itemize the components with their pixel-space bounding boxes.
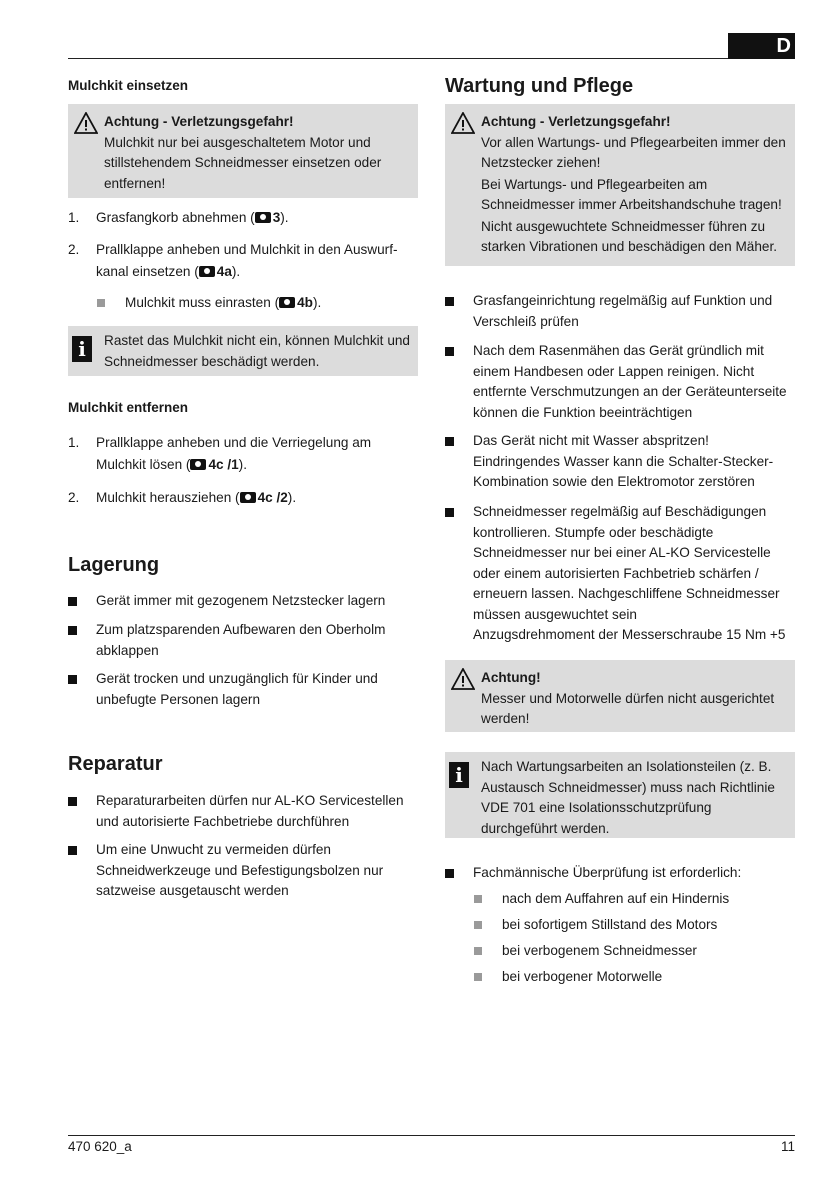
warning-line: Vor allen Wartungs- und Pflegearbeiten immer den Netzstecker ziehen! (481, 134, 786, 170)
info-icon: i (449, 762, 469, 788)
bullet-item (68, 840, 418, 902)
bullet-marker (68, 626, 77, 635)
step-item (68, 239, 418, 283)
bullet-item (68, 791, 418, 833)
step-text-end: ). (287, 490, 297, 505)
warning-box-wartung (445, 104, 795, 266)
language-badge: D (728, 33, 795, 59)
bullet-marker (97, 299, 105, 307)
info-icon: i (72, 336, 92, 362)
sub-bullet-text: bei sofortigem Stillstand des Motors (502, 917, 718, 932)
bullet-marker (68, 675, 77, 684)
bullet-item (445, 863, 795, 884)
sub-bullet-item (474, 915, 794, 935)
figure-ref: 4a (216, 264, 232, 279)
step-text-line: Prallklappe anheben und Mulchkit in den Auswurf- (96, 242, 398, 257)
footer-rule (68, 1135, 795, 1136)
step-text: Grasfangkorb abnehmen ( (96, 210, 255, 225)
bullet-marker (445, 437, 454, 446)
sub-bullet-item (474, 967, 794, 987)
sub-bullet-text: bei verbogener Motorwelle (502, 969, 663, 984)
sub-bullet-end: ). (313, 295, 322, 310)
bullet-text: Zum platzsparenden Aufbewaren den Oberholm abklappen (96, 622, 386, 658)
figure-ref: 4c /2 (257, 490, 288, 505)
step-item (68, 432, 418, 476)
step-text: kanal einsetzen ( (96, 264, 199, 279)
bullet-marker (474, 973, 482, 981)
bullet-item (68, 669, 418, 711)
bullet-text: Schneidmesser regelmäßig auf Beschädigungen kontrollieren. Stumpfe oder beschädigte Schneidmesser nur bei einer AL-KO Servicestelle oder einem autorisierten Fachbetrieb schärfen / erneuern lassen. Nachgeschliffene Schneidmesser müssen ausgewuchtet sein (473, 504, 780, 622)
warning-title: Achtung - Verletzungsgefahr! (481, 114, 671, 129)
sub-bullet-item (474, 889, 794, 909)
bullet-marker (474, 947, 482, 955)
step-text-end: ). (280, 210, 289, 225)
bullet-item (445, 431, 795, 493)
heading-wartung-pflege: Wartung und Pflege (445, 75, 634, 97)
step-text-line: Prallklappe anheben und die Verriegelung am (96, 435, 372, 450)
bullet-item (445, 341, 795, 423)
warning-box-motorwelle (445, 660, 795, 732)
bullet-item (68, 591, 418, 612)
sub-bullet-item (474, 941, 794, 961)
camera-icon (190, 459, 206, 470)
camera-icon (199, 266, 215, 277)
step-item (68, 487, 418, 509)
bullet-item (445, 291, 795, 333)
step-text-end: ). (238, 457, 247, 472)
info-box-mulchkit (68, 326, 418, 376)
step-text-end: ). (231, 264, 241, 279)
warning-triangle-icon (451, 112, 475, 134)
bullet-marker (68, 597, 77, 606)
figure-ref: 4b (297, 295, 313, 310)
heading-mulchkit-entfernen: Mulchkit entfernen (68, 400, 189, 415)
warning-triangle-icon (451, 668, 475, 690)
bullet-text: Das Gerät nicht mit Wasser abspritzen! Eindringendes Wasser kann die Schalter-Stecker-Kombination sowie den Elektromotor zerstören (473, 433, 774, 489)
camera-icon (279, 297, 295, 308)
sub-bullet-text: bei verbogenem Schneidmesser (502, 943, 697, 958)
document-number: 470 620_a (68, 1139, 132, 1154)
warning-line: Nicht ausgewuchtete Schneidmesser führen zu starken Vibrationen und beschädigen den Mäher. (481, 218, 778, 254)
bullet-item (68, 620, 418, 662)
bullet-marker (474, 921, 482, 929)
warning-text: Messer und Motorwelle dürfen nicht ausgerichtet werden! (481, 690, 775, 726)
bullet-text: Um eine Unwucht zu vermeiden dürfen Schneidwerkzeuge und Befestigungsbolzen nur satzweise ausgetauscht werden (96, 842, 384, 898)
info-text: Rastet das Mulchkit nicht ein, können Mulchkit und Schneidmesser beschädigt werden. (104, 333, 410, 369)
step-number: 2. (68, 490, 80, 505)
bullet-text: Gerät trocken und unzugänglich für Kinder und unbefugte Personen lagern (96, 671, 378, 707)
warning-title: Achtung! (481, 670, 541, 685)
bullet-text: Grasfangeinrichtung regelmäßig auf Funktion und Verschleiß prüfen (473, 293, 773, 329)
bullet-marker (474, 895, 482, 903)
camera-icon (255, 212, 271, 223)
sub-bullet-text: nach dem Auffahren auf ein Hindernis (502, 891, 730, 906)
bullet-marker (445, 297, 454, 306)
warning-text: Mulchkit nur bei ausgeschaltetem Motor und stillstehendem Schneidmesser einsetzen oder entfernen! (104, 134, 382, 191)
bullet-marker (68, 846, 77, 855)
heading-lagerung: Lagerung (68, 554, 160, 576)
heading-mulchkit-einsetzen: Mulchkit einsetzen (68, 78, 189, 93)
bullet-marker (445, 869, 454, 878)
sub-bullet-text: Mulchkit muss einrasten ( (125, 295, 280, 310)
step-number: 1. (68, 210, 80, 225)
step-number: 2. (68, 242, 80, 257)
step-item (68, 207, 418, 229)
header-rule (68, 58, 728, 59)
sub-bullet-item (97, 293, 417, 313)
step-text: Mulchkit herausziehen ( (96, 490, 240, 505)
bullet-marker (445, 347, 454, 356)
bullet-text: Reparaturarbeiten dürfen nur AL-KO Servicestellen und autorisierte Fachbetriebe durchführen (96, 793, 404, 829)
figure-ref: 4c /1 (208, 457, 239, 472)
warning-triangle-icon (74, 112, 98, 134)
torque-text: Anzugsdrehmoment der Messerschraube 15 Nm +5 (473, 627, 786, 642)
warning-box-mulchkit (68, 104, 418, 198)
step-text: Mulchkit lösen ( (96, 457, 191, 472)
figure-ref: 3 (272, 210, 281, 225)
camera-icon (240, 492, 256, 503)
bullet-text: Gerät immer mit gezogenem Netzstecker lagern (96, 593, 386, 608)
step-number: 1. (68, 435, 80, 450)
warning-title: Achtung - Verletzungsgefahr! (104, 114, 294, 129)
bullet-marker (68, 797, 77, 806)
warning-line: Bei Wartungs- und Pflegearbeiten am Schneidmesser immer Arbeitshandschuhe tragen! (481, 176, 782, 212)
page-number: 11 (780, 1139, 795, 1154)
bullet-text: Nach dem Rasenmähen das Gerät gründlich mit einem Handbesen oder Lappen reinigen. Nicht entfernte Verschmutzungen an der Geräteunterseite können die Funktion beeinträchtigen (473, 343, 787, 420)
heading-reparatur: Reparatur (68, 753, 163, 775)
bullet-marker (445, 508, 454, 517)
bullet-item (445, 502, 795, 642)
bullet-text: Fachmännische Überprüfung ist erforderlich: (473, 865, 742, 880)
info-box-isolation (445, 752, 795, 838)
info-text: Nach Wartungsarbeiten an Isolationsteilen (z. B. Austausch Schneidmesser) muss nach Richtlinie VDE 701 eine Isolationsschutzprüfung durchgeführt werden. (481, 759, 775, 836)
